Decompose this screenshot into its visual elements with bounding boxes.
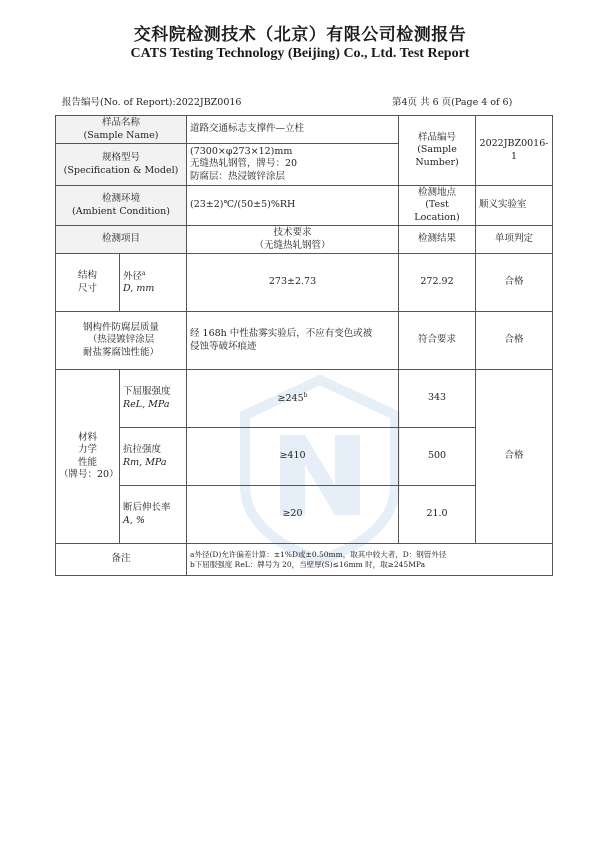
coating-result: 符合要求 [399, 312, 476, 370]
report-number: 报告编号(No. of Report):2022JBZ0016 [62, 97, 242, 108]
yield-strength-label: 下屈服强度 ReL, MPa [120, 370, 187, 428]
coating-verdict: 合格 [476, 312, 553, 370]
elongation-result: 21.0 [399, 486, 476, 544]
yield-strength-result: 343 [399, 370, 476, 428]
material-properties-label: 材料 力学 性能 （牌号：20） [56, 370, 120, 544]
report-title-en: CATS Testing Technology (Beijing) Co., Ltd. Test Report [130, 46, 470, 61]
col-header-requirement: 技术要求 （无缝热轧钢管） [187, 226, 399, 254]
test-report-table [55, 115, 553, 576]
remarks-notes: a外径(D)允许偏差计算：±1%D或±0.50mm，取其中较大者，D：钢管外径 b下屈服强度 ReL：牌号为 20，当壁厚(S)≤16mm 时，取≥245MPa [187, 544, 553, 576]
elongation-label: 断后伸长率 A, % [120, 486, 187, 544]
coating-requirement: 经 168h 中性盐雾实验后，不应有变色或被 侵蚀等破坏痕迹 [187, 312, 399, 370]
remarks-label: 备注 [56, 544, 187, 576]
tensile-strength-requirement: ≥410 [187, 428, 399, 486]
elongation-requirement: ≥20 [187, 486, 399, 544]
tensile-strength-result: 500 [399, 428, 476, 486]
spec-label: 规格型号 (Specification & Model) [56, 144, 187, 186]
sample-number-label: 样品编号 (Sample Number) [399, 116, 476, 186]
sample-name-label: 样品名称 (Sample Name) [56, 116, 187, 144]
sample-number-value: 2022JBZ0016-1 [476, 116, 553, 186]
location-label: 检测地点 (Test Location) [399, 186, 476, 226]
spec-value: (7300×φ273×12)mm 无缝热轧钢管，牌号：20 防腐层：热浸镀锌涂层 [187, 144, 399, 186]
col-header-verdict: 单项判定 [476, 226, 553, 254]
yield-strength-requirement: $\ge 245^b$ [187, 370, 399, 428]
outer-diameter-verdict: 合格 [476, 254, 553, 312]
page-info: 第4页 共 6 页(Page 4 of 6) [392, 97, 513, 108]
location-value: 顺义实验室 [476, 186, 553, 226]
report-title-cn: 交科院检测技术（北京）有限公司检测报告 [133, 25, 467, 45]
outer-diameter-label: 外径$^a$ D, mm [120, 254, 187, 312]
outer-diameter-requirement: 273±2.73 [187, 254, 399, 312]
env-value: (23±2)℃/(50±5)%RH [187, 186, 399, 226]
col-header-result: 检测结果 [399, 226, 476, 254]
col-header-item: 检测项目 [56, 226, 187, 254]
structure-size-label: 结构 尺寸 [56, 254, 120, 312]
outer-diameter-result: 272.92 [399, 254, 476, 312]
env-label: 检测环境 (Ambient Condition) [56, 186, 187, 226]
sample-name-value: 道路交通标志支撑件—立柱 [187, 116, 399, 144]
coating-quality-label: 钢构件防腐层质量 （热浸镀锌涂层 耐盐雾腐蚀性能） [56, 312, 187, 370]
tensile-strength-label: 抗拉强度 Rm, MPa [120, 428, 187, 486]
material-verdict: 合格 [476, 370, 553, 544]
